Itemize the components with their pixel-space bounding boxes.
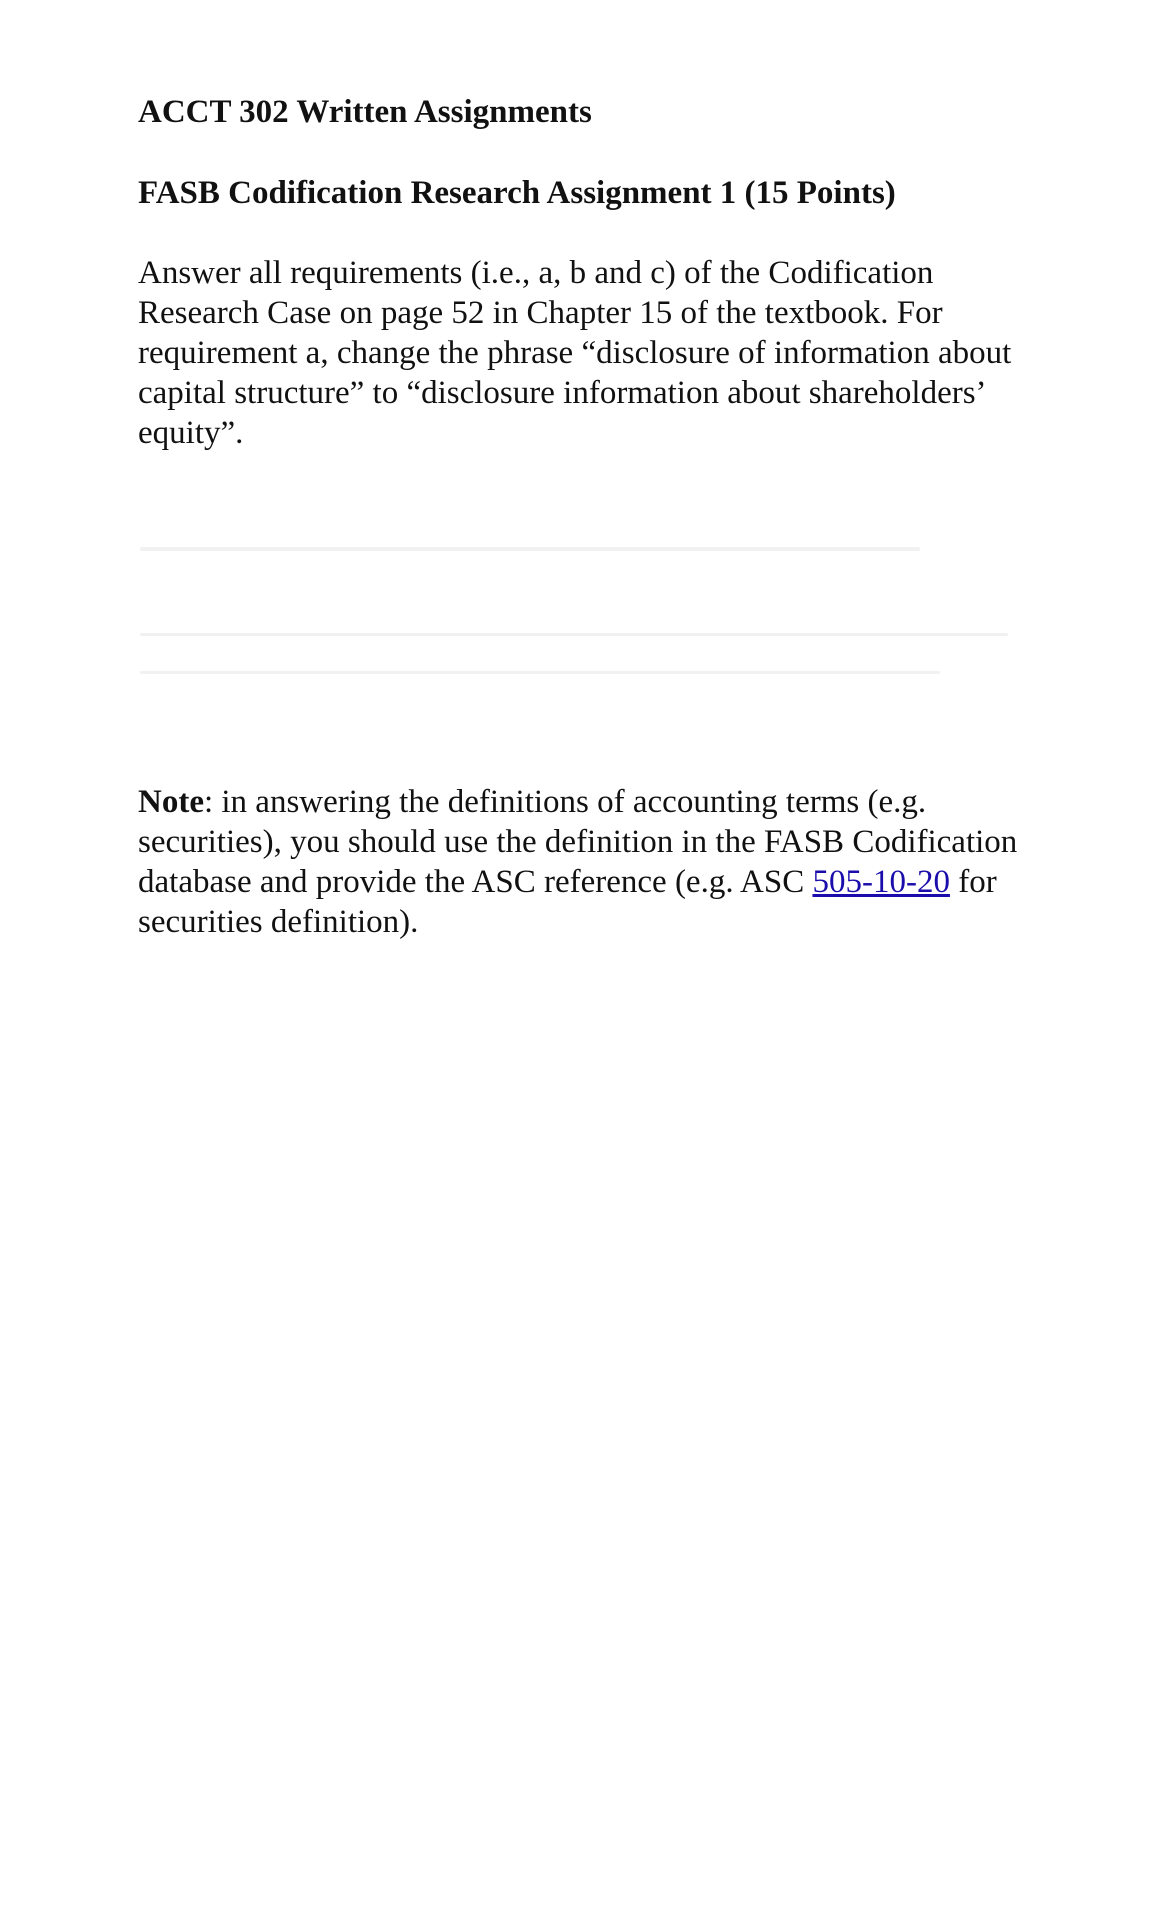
note-paragraph	[138, 782, 1038, 942]
note-text-end: for securities definition).	[138, 864, 997, 940]
document-content	[138, 92, 1038, 453]
course-title: ACCT 302 Written Assignments	[138, 94, 592, 130]
note-label: Note	[138, 784, 204, 820]
faded-text-line	[140, 633, 1008, 636]
faded-redacted-section	[138, 535, 1038, 705]
instructions-paragraph: Answer all requirements (i.e., a, b and c) of the Codification Research Case on page 52 in Chapter 15 of the textbook. For requirement a, change the phrase “disclosure of information about capital structure” to “disclosure information about shareholders’ equity”.	[138, 255, 1012, 451]
asc-reference-link[interactable]: 505-10-20	[812, 864, 950, 900]
faded-text-line	[140, 671, 940, 674]
faded-heading-line	[140, 547, 920, 551]
assignment-title: FASB Codification Research Assignment 1 (15 Points)	[138, 175, 896, 211]
note-text: : in answering the definitions of accounting terms (e.g. securities), you should use the definition in the FASB Codification database and provide the ASC reference (e.g. ASC	[138, 784, 1018, 900]
